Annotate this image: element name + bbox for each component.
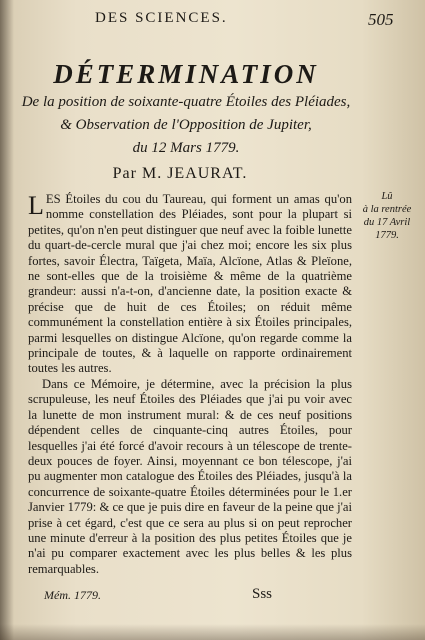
page-number: 505	[368, 10, 394, 29]
margin-note-line-3: du 17 Avril	[363, 217, 411, 228]
margin-note-line-2: à la rentrée	[362, 204, 412, 215]
title-block	[16, 58, 356, 159]
main-title: DÉTERMINATION	[53, 59, 319, 89]
bottom-shadow	[0, 624, 425, 640]
paragraph-1	[28, 192, 352, 377]
spine-shadow	[0, 0, 14, 640]
page-footer	[0, 588, 425, 606]
drop-cap: L	[28, 191, 44, 220]
body-text	[28, 192, 352, 577]
subtitle-line-2: & Observation de l'Opposition de Jupiter,	[60, 117, 312, 133]
author-line: Par M. JEAURAT.	[112, 165, 248, 182]
margin-note-line-4: 1779.	[375, 230, 399, 241]
running-head	[0, 10, 425, 32]
footer-volume: Mém. 1779.	[44, 588, 101, 602]
margin-note	[356, 190, 418, 242]
running-title: DES SCIENCES.	[95, 10, 228, 26]
subtitle-line-3: du 12 Mars 1779.	[132, 140, 240, 156]
paragraph-2: Dans ce Mémoire, je détermine, avec la précision la plus scrupuleuse, les neuf Étoiles des Pléiades que j'ai pu voir avec la lunette de mon instrument mural: & de ces neuf positions dépendent celles de cinquante-cinq autres Étoiles, pour lesquelles j'ai été forcé d'avoir recours à un télescope de trente-deux pouces de foyer. Ainsi, moyennant ce bon télescope, j'ai pu augmenter mon catalogue des Étoiles des Pléiades, jusqu'à la concurrence de soixante-quatre Étoiles déterminées pour le 1.er Janvier 1779: & ce que je puis dire en faveur de la peine que j'ai prise à cet égard, c'est que ce sera au plus si on peut reprocher une minute d'erreur à la position des plus petites Étoiles que je n'ai pu comparer exactement avec les plus belles & les plus remarquables.	[28, 376, 352, 576]
margin-note-line-1: Lû	[381, 191, 393, 202]
paragraph-1-text: ES Étoiles du cou du Taureau, qui forment un amas qu'on nomme constellation des Pléiades, sont pour la plupart si petites, qu'on n'en peut distinguer que neuf avec la foible lunette du quart-de-cercle mural que j'ai chez moi; encore les six plus fortes, savoir Électra, Taïgeta, Maïa, Alcïone, Atlas & Pleïone, ne sont-elles que de la troisième & même de la quatrième grandeur: aussi n'a-t-on, d'ancienne date, la position exacte & précise que de huit de ces Étoiles; on réduit même communément la constellation entière à six Étoiles principales, parmi lesquelles on distingue Alcïone, qu'on regarde comme la principale de toutes, & à laquelle on rapporte ordinairement toutes les autres.	[28, 192, 352, 376]
subtitle-line-1: De la position de soixante-quatre Étoiles des Pléiades,	[21, 94, 351, 110]
signature-mark: Sss	[252, 586, 273, 602]
